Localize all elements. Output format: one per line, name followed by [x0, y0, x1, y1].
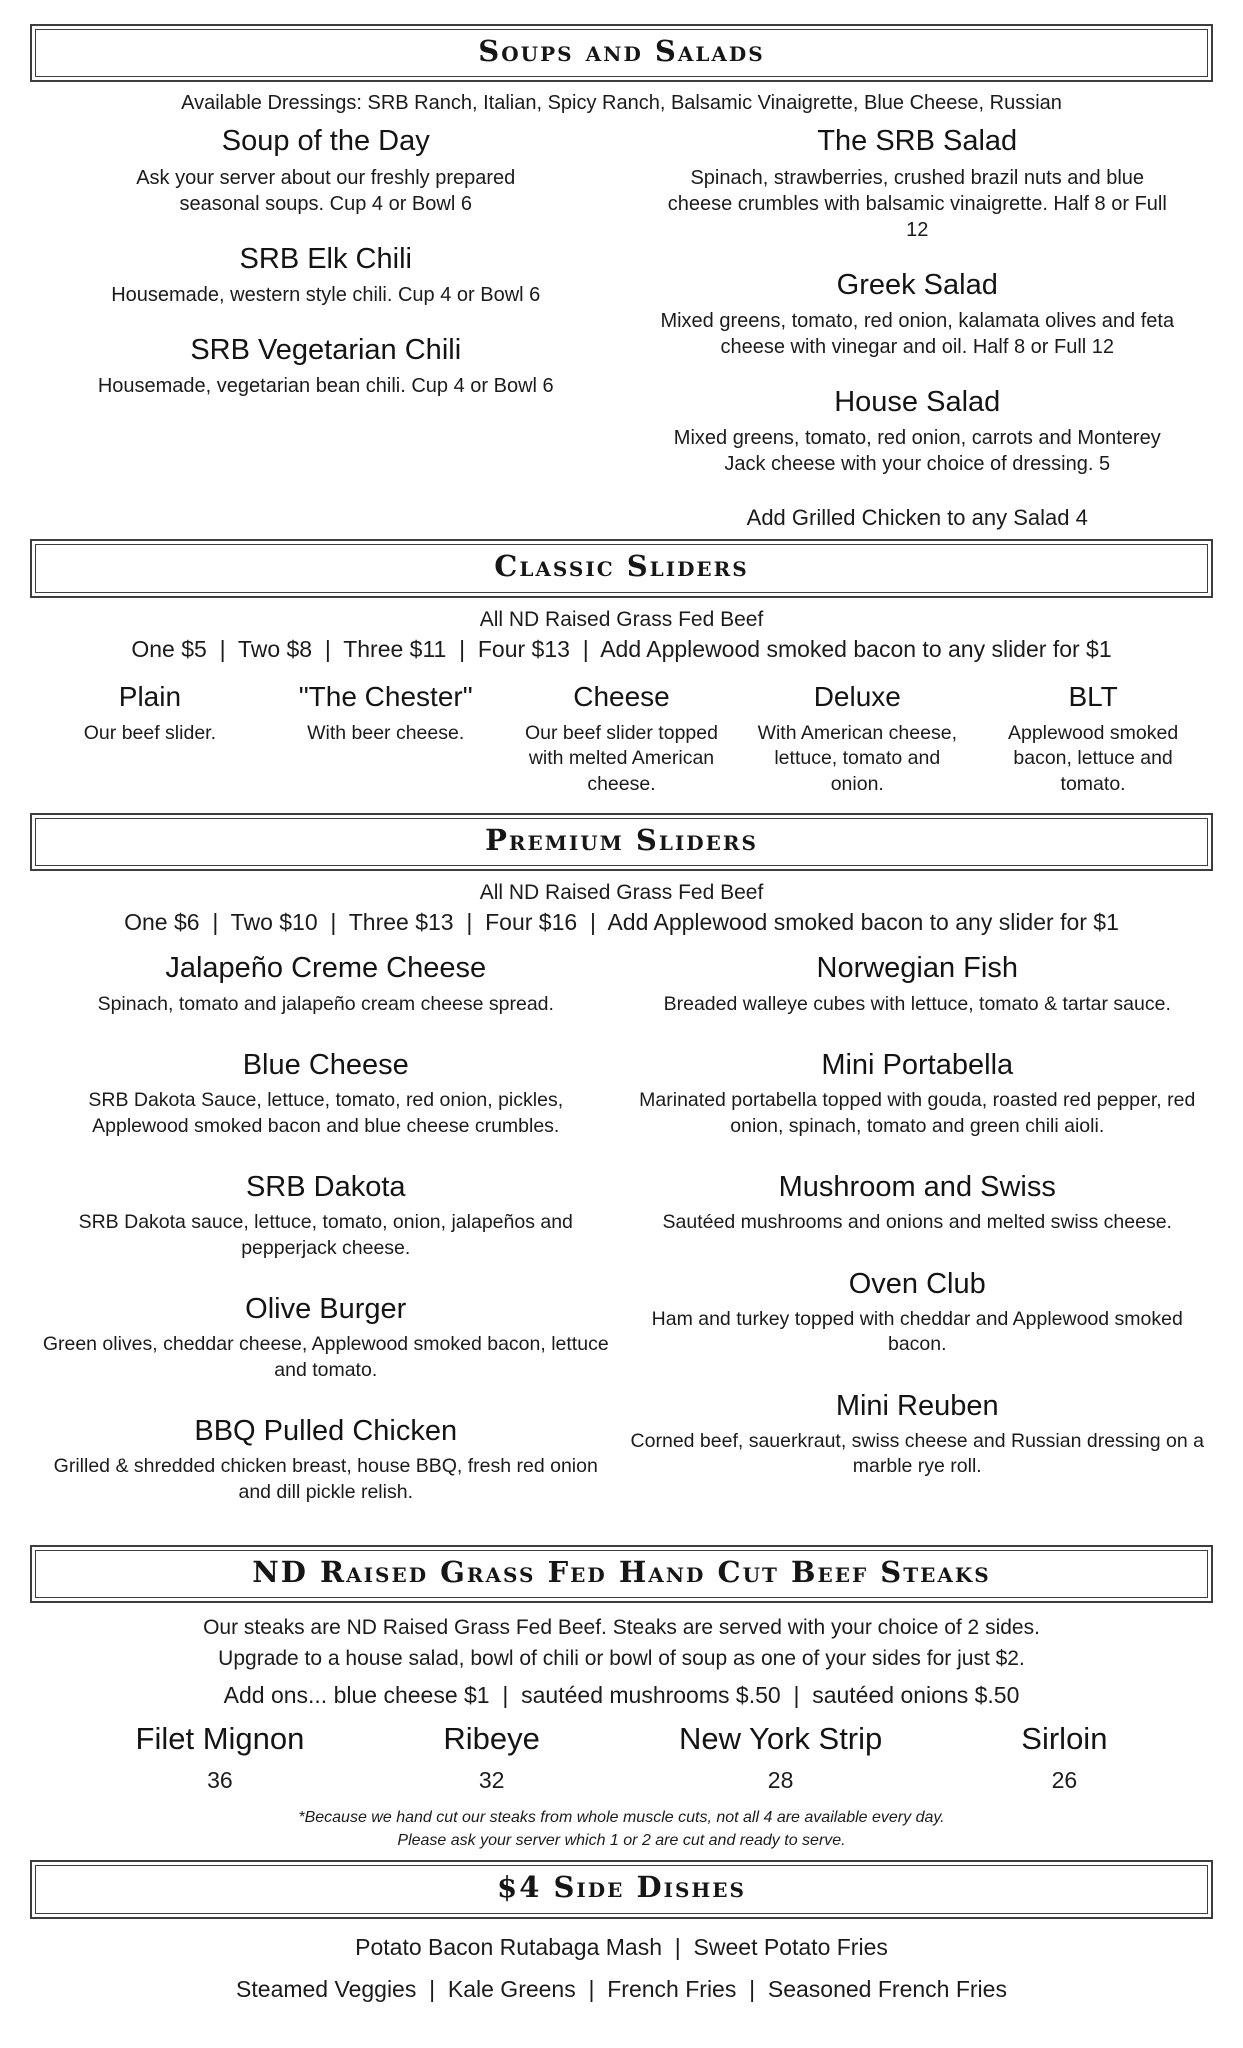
- section-premium-sliders: [30, 813, 1213, 1537]
- menu-item-greek-salad: [657, 269, 1177, 360]
- premium-sliders-subtitle: All ND Raised Grass Fed Beef: [479, 881, 764, 905]
- menu-item-new-york-strip: [679, 1721, 882, 1794]
- grilled-chicken-addon: Add Grilled Chicken to any Salad 4: [746, 505, 1088, 531]
- item-desc: Corned beef, sauerkraut, swiss cheese and Russian dressing on a marble rye roll.: [630, 1430, 1204, 1478]
- item-price: 32: [478, 1766, 505, 1793]
- item-name: New York Strip: [678, 1721, 883, 1757]
- premium-sliders-pricing: One $6 | Two $10 | Three $13 | Four $16 | Add Applewood smoked bacon to any slider for $1: [124, 909, 1119, 936]
- item-desc: Sautéed mushrooms and onions and melted swiss cheese.: [662, 1211, 1172, 1234]
- section-header-box: [30, 813, 1213, 871]
- menu-item-sirloin: [1021, 1721, 1107, 1794]
- side-dishes-row-1: Potato Bacon Rutabaga Mash | Sweet Potato Fries: [355, 1933, 888, 1960]
- section-header-box: [30, 24, 1213, 82]
- available-dressings-note: Available Dressings: SRB Ranch, Italian, Spicy Ranch, Balsamic Vinaigrette, Blue Cheese, Russian: [181, 92, 1062, 115]
- item-desc: Breaded walleye cubes with lettuce, tomato & tartar sauce.: [663, 992, 1171, 1015]
- item-name: Soup of the Day: [221, 125, 430, 158]
- premium-right-column: [622, 952, 1214, 1537]
- item-price: 36: [207, 1766, 233, 1793]
- item-name: Mini Portabella: [821, 1048, 1014, 1081]
- section-header-box: [30, 1860, 1213, 1918]
- menu-item-srb-elk-chili: [111, 243, 540, 308]
- premium-sliders-columns: [30, 952, 1213, 1537]
- item-desc: With American cheese, lettuce, tomato and onion.: [757, 721, 957, 795]
- menu-item-bbq-pulled-chicken: [38, 1415, 613, 1505]
- section-title-side-dishes: $4 Side Dishes: [497, 1870, 746, 1905]
- item-name: Olive Burger: [245, 1293, 407, 1326]
- item-desc: Grilled & shredded chicken breast, house BBQ, fresh red onion and dill pickle relish.: [53, 1455, 598, 1503]
- section-title-premium-sliders: Premium Sliders: [485, 822, 758, 857]
- item-desc: Mixed greens, tomato, red onion, kalamata olives and feta cheese with vinegar and oil. Half 8 or Full 12: [660, 310, 1175, 359]
- menu-item-srb-vegetarian-chili: [98, 334, 554, 399]
- menu-item-srb-dakota: [38, 1171, 613, 1261]
- item-desc: Ham and turkey topped with cheddar and Applewood smoked bacon.: [651, 1308, 1183, 1356]
- item-desc: SRB Dakota sauce, lettuce, tomato, onion, jalapeños and pepperjack cheese.: [78, 1211, 573, 1259]
- menu-item-mushroom-and-swiss: [663, 1171, 1172, 1236]
- section-soups-and-salads: [30, 24, 1213, 531]
- item-name: SRB Dakota: [245, 1171, 406, 1203]
- menu-item-deluxe: [739, 681, 975, 797]
- item-desc: With beer cheese.: [307, 721, 465, 744]
- menu-item-soup-of-the-day: [96, 125, 556, 216]
- menu-item-oven-club: [630, 1268, 1205, 1358]
- section-header-inner: [35, 1550, 1208, 1598]
- section-side-dishes: [30, 1860, 1213, 2002]
- item-desc: Housemade, western style chili. Cup 4 or Bowl 6: [111, 284, 541, 307]
- item-desc: Ask your server about our freshly prepared seasonal soups. Cup 4 or Bowl 6: [136, 166, 516, 215]
- steaks-intro-line-1: Our steaks are ND Raised Grass Fed Beef. Steaks are served with your choice of 2 sides.: [203, 1616, 1040, 1640]
- item-name: Oven Club: [848, 1267, 986, 1300]
- menu-item-the-srb-salad: [657, 125, 1177, 242]
- item-desc: Green olives, cheddar cheese, Applewood smoked bacon, lettuce and tomato.: [42, 1333, 609, 1381]
- item-desc: Applewood smoked bacon, lettuce and tomato.: [1007, 721, 1179, 795]
- steaks-row: [66, 1721, 1177, 1794]
- item-name: Plain: [118, 680, 182, 712]
- item-desc: Our beef slider topped with melted American cheese.: [525, 721, 718, 795]
- item-desc: Our beef slider.: [83, 721, 216, 744]
- menu-item-ribeye: [443, 1721, 540, 1794]
- steaks-footnote-line-2: Please ask your server which 1 or 2 are cut and ready to serve.: [397, 1832, 846, 1850]
- item-price: 26: [1051, 1766, 1078, 1793]
- section-header-box: [30, 1545, 1213, 1603]
- item-desc: Marinated portabella topped with gouda, roasted red pepper, red onion, spinach, tomato and green chili aioli.: [639, 1089, 1196, 1137]
- item-name: Greek Salad: [836, 268, 998, 301]
- item-name: Blue Cheese: [242, 1048, 409, 1081]
- menu-item-cheese: [504, 681, 740, 797]
- classic-sliders-row: [30, 675, 1213, 805]
- item-name: Jalapeño Creme Cheese: [165, 952, 487, 985]
- item-name: SRB Elk Chili: [239, 242, 412, 275]
- item-name: Deluxe: [813, 680, 901, 712]
- side-dishes-row-2: Steamed Veggies | Kale Greens | French Fries | Seasoned French Fries: [236, 1975, 1007, 2002]
- item-name: Norwegian Fish: [816, 952, 1018, 985]
- item-name: Ribeye: [443, 1721, 540, 1757]
- steaks-footnote-line-1: *Because we hand cut our steaks from whole muscle cuts, not all 4 are available every day.: [298, 1808, 945, 1826]
- menu-item-jalapeno-creme-cheese: [98, 952, 554, 1017]
- section-header-inner: [35, 818, 1208, 866]
- menu-item-blt: [975, 681, 1211, 797]
- item-name: House Salad: [834, 386, 1001, 419]
- salads-column: [622, 125, 1214, 531]
- section-title-soups-and-salads: Soups and Salads: [478, 34, 765, 68]
- item-desc: Spinach, strawberries, crushed brazil nuts and blue cheese crumbles with balsamic vinaigrette. Half 8 or Full 12: [667, 166, 1167, 241]
- item-desc: Mixed greens, tomato, red onion, carrots and Monterey Jack cheese with your choice of dressing. 5: [673, 427, 1161, 476]
- section-title-classic-sliders: Classic Sliders: [494, 549, 749, 584]
- soups-salads-columns: [30, 125, 1213, 531]
- item-name: SRB Vegetarian Chili: [190, 334, 462, 367]
- classic-sliders-pricing: One $5 | Two $8 | Three $11 | Four $13 | Add Applewood smoked bacon to any slider for $1: [131, 635, 1112, 662]
- section-header-inner: [35, 544, 1208, 592]
- menu-item-the-chester: [268, 681, 504, 797]
- premium-left-column: [30, 952, 622, 1537]
- section-header-inner: [35, 29, 1208, 77]
- section-classic-sliders: [30, 539, 1213, 805]
- item-name: Mushroom and Swiss: [778, 1171, 1056, 1203]
- menu-item-mini-reuben: [630, 1390, 1205, 1480]
- item-desc: SRB Dakota Sauce, lettuce, tomato, red onion, pickles, Applewood smoked bacon and blue cheese crumbles.: [88, 1089, 564, 1137]
- item-name: BLT: [1068, 680, 1118, 712]
- steaks-addons-line: Add ons... blue cheese $1 | sautéed mushrooms $.50 | sautéed onions $.50: [223, 1682, 1020, 1709]
- item-name: Cheese: [573, 680, 670, 712]
- menu-item-olive-burger: [38, 1293, 613, 1383]
- item-name: The SRB Salad: [817, 125, 1018, 158]
- soups-column: [30, 125, 622, 531]
- item-name: BBQ Pulled Chicken: [194, 1415, 458, 1448]
- section-title-beef-steaks: ND Raised Grass Fed Hand Cut Beef Steaks: [252, 1555, 991, 1590]
- menu-item-norwegian-fish: [664, 952, 1171, 1017]
- menu-item-plain: [32, 681, 268, 797]
- item-desc: Housemade, vegetarian bean chili. Cup 4 or Bowl 6: [97, 375, 554, 398]
- item-desc: Spinach, tomato and jalapeño cream cheese spread.: [97, 992, 554, 1015]
- section-beef-steaks: [30, 1545, 1213, 1852]
- item-price: 28: [767, 1766, 794, 1793]
- steaks-intro-line-2: Upgrade to a house salad, bowl of chili or bowl of soup as one of your sides for just $2.: [218, 1646, 1025, 1670]
- item-name: Mini Reuben: [835, 1389, 999, 1422]
- section-header-inner: [35, 1865, 1208, 1913]
- menu-item-filet-mignon: [136, 1721, 305, 1794]
- item-name: "The Chester": [298, 680, 473, 712]
- classic-sliders-subtitle: All ND Raised Grass Fed Beef: [479, 607, 764, 631]
- item-name: Filet Mignon: [135, 1721, 305, 1757]
- section-header-box: [30, 539, 1213, 597]
- menu-item-blue-cheese: [38, 1049, 613, 1139]
- menu-item-house-salad: [657, 386, 1177, 477]
- menu-item-mini-portabella: [630, 1049, 1205, 1139]
- item-name: Sirloin: [1021, 1721, 1108, 1757]
